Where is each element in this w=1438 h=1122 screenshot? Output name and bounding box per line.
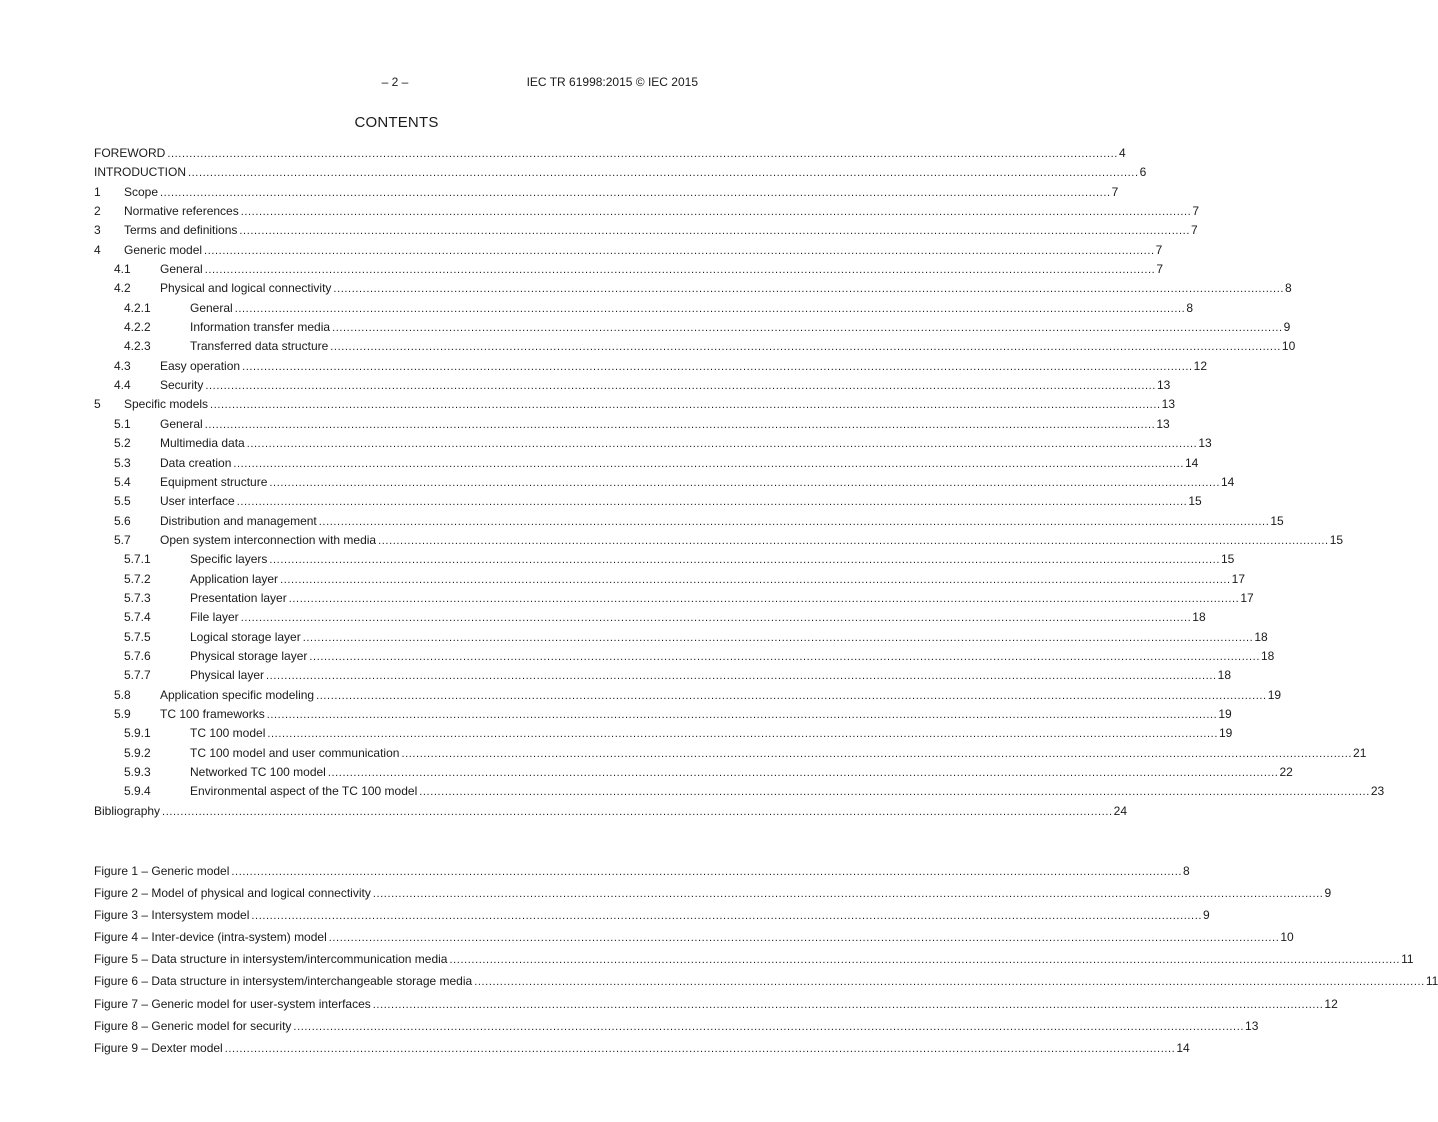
toc-entry[interactable] <box>94 318 1291 337</box>
toc-entry-title: Presentation layer <box>190 590 287 605</box>
toc-entry-line <box>190 745 1367 761</box>
page-ref: 7 <box>1192 204 1200 219</box>
toc-entry-number: 5.6 <box>114 513 131 528</box>
toc-entry-number: 5.5 <box>114 494 131 509</box>
page-ref: 19 <box>1218 706 1232 721</box>
figure-list-item[interactable] <box>94 884 1332 906</box>
toc-entry-line <box>160 262 1163 277</box>
page-ref: 7 <box>1191 223 1198 238</box>
figure-entry <box>94 1018 1259 1034</box>
toc-entry[interactable] <box>94 589 1254 608</box>
dot-leader: .................................................................................................................................................................................................................................................................... <box>327 767 1279 779</box>
dot-leader: .................................................................................................................................................................................................................................................................... <box>332 322 1283 335</box>
toc-entry-line <box>190 571 1246 587</box>
page-ref: 12 <box>1324 996 1338 1011</box>
toc-entry[interactable] <box>94 608 1206 627</box>
toc-entry-line <box>124 397 1176 412</box>
figure-title: Figure 9 – Dexter model <box>94 1040 223 1055</box>
dot-leader: .................................................................................................................................................................................................................................................................... <box>204 418 1156 431</box>
page-ref: 9 <box>1283 320 1291 335</box>
page-ref: 18 <box>1254 629 1268 644</box>
figure-list-item[interactable] <box>94 928 1294 950</box>
toc-entry-number: 1 <box>94 184 101 199</box>
dot-leader: .................................................................................................................................................................................................................................................................... <box>269 554 1220 567</box>
toc-entry[interactable] <box>94 512 1284 531</box>
toc-entry-title: Security <box>160 378 204 393</box>
dot-leader: .................................................................................................................................................................................................................................................................... <box>160 186 1111 199</box>
toc-entry[interactable] <box>94 628 1268 647</box>
toc-entry-title: Transferred data structure <box>190 339 329 354</box>
toc-entry-line <box>94 146 1126 161</box>
dot-leader: .................................................................................................................................................................................................................................................................... <box>267 728 1218 741</box>
page-ref: 18 <box>1192 610 1206 625</box>
figure-title: Figure 8 – Generic model for security <box>94 1018 292 1033</box>
toc-entry[interactable] <box>94 163 1147 182</box>
page-ref: 15 <box>1220 552 1235 567</box>
toc-entry-line <box>190 552 1235 567</box>
toc-entry-title: Application specific modeling <box>160 687 315 702</box>
toc-entry[interactable] <box>94 299 1193 318</box>
toc-entry[interactable] <box>94 763 1293 782</box>
toc-entry-number: 5.8 <box>114 687 131 702</box>
page-ref: 19 <box>1267 687 1282 702</box>
dot-leader: .................................................................................................................................................................................................................................................................... <box>266 670 1217 683</box>
toc-entry[interactable] <box>94 434 1212 453</box>
toc-entry-line <box>160 687 1282 703</box>
toc-entry[interactable] <box>94 531 1344 550</box>
toc-entry-number: 3 <box>94 223 101 238</box>
dot-leader: .................................................................................................................................................................................................................................................................... <box>240 206 1192 219</box>
dot-leader: .................................................................................................................................................................................................................................................................... <box>372 888 1324 901</box>
page-ref: 9 <box>1203 908 1210 923</box>
toc-entry-line <box>160 706 1232 722</box>
toc-entry[interactable] <box>94 279 1292 298</box>
toc-entry-line <box>190 648 1275 664</box>
page-ref: 11 <box>1425 974 1438 989</box>
toc-entry-title: Normative references <box>124 204 239 219</box>
toc-entry[interactable] <box>94 202 1200 221</box>
figure-entry <box>94 886 1332 901</box>
toc-entry[interactable] <box>94 376 1171 395</box>
toc-entry[interactable] <box>94 241 1163 260</box>
toc-entry-line <box>190 320 1291 335</box>
dot-leader: .................................................................................................................................................................................................................................................................... <box>236 496 1188 509</box>
figure-entry <box>94 908 1210 923</box>
dot-leader: .................................................................................................................................................................................................................................................................... <box>372 998 1324 1011</box>
toc-entry-title: Open system interconnection with media <box>160 532 377 547</box>
toc-entry[interactable] <box>94 473 1235 492</box>
toc-entry-title: File layer <box>190 610 239 625</box>
dot-leader: .................................................................................................................................................................................................................................................................... <box>309 650 1260 663</box>
figure-title: Figure 6 – Data structure in intersystem/interchangeable storage media <box>94 974 473 989</box>
dot-leader: .................................................................................................................................................................................................................................................................... <box>269 476 1220 489</box>
toc-entry-line <box>94 803 1128 819</box>
toc-entry[interactable] <box>94 454 1199 473</box>
toc-entry[interactable] <box>94 550 1235 569</box>
toc-entry-line <box>124 184 1119 200</box>
toc-entry-number: 4.4 <box>114 378 131 393</box>
toc-entry[interactable] <box>94 492 1202 511</box>
toc-entry-line <box>160 281 1292 296</box>
figure-entry <box>94 952 1414 967</box>
toc-entry-line <box>160 378 1171 393</box>
page-ref: 7 <box>1155 242 1163 257</box>
toc-entry-title: TC 100 model <box>190 726 266 741</box>
toc-entry-number: 5.9.1 <box>124 726 151 741</box>
toc-entry-line <box>124 204 1200 219</box>
figure-list-item[interactable] <box>94 1039 1190 1061</box>
page-ref: 24 <box>1113 803 1128 818</box>
toc-entry-line <box>190 784 1385 799</box>
figure-title: Figure 5 – Data structure in intersystem/intercommunication media <box>94 952 448 967</box>
figure-title: Figure 4 – Inter-device (intra-system) model <box>94 930 327 945</box>
page-ref: 17 <box>1231 571 1246 586</box>
toc-entry-number: 5.7.6 <box>124 648 151 663</box>
dot-leader: .................................................................................................................................................................................................................................................................... <box>251 910 1203 923</box>
toc-entry-line <box>160 513 1284 529</box>
page-header <box>0 75 793 93</box>
table-of-contents <box>94 144 1385 821</box>
page-ref: 14 <box>1221 474 1235 489</box>
dot-leader: .................................................................................................................................................................................................................................................................... <box>205 380 1156 393</box>
contents-title: CONTENTS <box>354 114 439 131</box>
dot-leader: .................................................................................................................................................................................................................................................................... <box>302 631 1254 644</box>
toc-entry-number: 4.2.3 <box>124 339 151 354</box>
toc-entry-title: Logical storage layer <box>190 629 301 644</box>
toc-entry-number: 5.7 <box>114 532 131 547</box>
toc-entry-title: Bibliography <box>94 803 161 818</box>
dot-leader: .................................................................................................................................................................................................................................................................... <box>318 515 1270 528</box>
page-ref: 8 <box>1186 300 1193 315</box>
toc-entry[interactable] <box>94 415 1170 434</box>
figure-entry <box>94 930 1294 945</box>
toc-entry-number: 4 <box>94 242 101 257</box>
toc-entry-number: 4.2.2 <box>124 320 151 335</box>
page-ref: 14 <box>1184 455 1199 470</box>
page-ref: 13 <box>1156 416 1170 431</box>
dot-leader: .................................................................................................................................................................................................................................................................... <box>242 360 1193 373</box>
toc-entry-title: Physical layer <box>190 668 265 683</box>
dot-leader: .................................................................................................................................................................................................................................................................... <box>210 399 1161 412</box>
page-ref: 21 <box>1353 745 1367 760</box>
toc-entry[interactable] <box>94 705 1232 724</box>
toc-entry-title: Distribution and management <box>160 513 317 528</box>
figure-title: Figure 2 – Model of physical and logical connectivity <box>94 886 371 901</box>
dot-leader: .................................................................................................................................................................................................................................................................... <box>231 866 1183 878</box>
toc-entry-number: 5.1 <box>114 416 131 431</box>
page-ref: 22 <box>1279 765 1293 779</box>
toc-entry-number: 5.2 <box>114 436 131 451</box>
figure-list-item[interactable] <box>94 1017 1259 1039</box>
dot-leader: .................................................................................................................................................................................................................................................................... <box>266 708 1218 721</box>
toc-entry-title: Scope <box>124 184 159 199</box>
toc-entry-title: Information transfer media <box>190 320 331 335</box>
toc-entry[interactable] <box>94 782 1385 801</box>
toc-entry-number: 5.7.2 <box>124 571 151 586</box>
figure-entry <box>94 996 1338 1012</box>
figure-list-item[interactable] <box>94 950 1414 972</box>
dot-leader: .................................................................................................................................................................................................................................................................... <box>224 1042 1176 1055</box>
page-ref: 23 <box>1370 784 1385 799</box>
toc-entry[interactable] <box>94 260 1163 279</box>
toc-entry-title: Environmental aspect of the TC 100 model <box>190 784 418 799</box>
dot-leader: .................................................................................................................................................................................................................................................................... <box>239 225 1190 238</box>
toc-entry-number: 4.2 <box>114 281 131 296</box>
document-reference: IEC TR 61998:2015 © IEC 2015 <box>526 75 698 89</box>
figure-list-item[interactable] <box>94 972 1438 994</box>
page-ref: 7 <box>1111 184 1119 199</box>
toc-entry-title: Terms and definitions <box>124 223 238 238</box>
page-ref: 13 <box>1198 436 1212 451</box>
figure-title: Figure 7 – Generic model for user-system interfaces <box>94 996 371 1011</box>
toc-entry-line <box>190 765 1293 780</box>
toc-entry[interactable] <box>94 357 1208 376</box>
toc-entry-number: 5.7.1 <box>124 552 151 567</box>
toc-entry-line <box>160 532 1344 548</box>
page-ref: 11 <box>1401 952 1414 967</box>
dot-leader: .................................................................................................................................................................................................................................................................... <box>328 932 1280 945</box>
page-ref: 17 <box>1240 590 1254 605</box>
toc-entry[interactable] <box>94 724 1233 743</box>
page-ref: 4 <box>1118 146 1126 160</box>
toc-entry-number: 4.3 <box>114 358 131 373</box>
dot-leader: .................................................................................................................................................................................................................................................................... <box>330 341 1281 354</box>
page-ref: 6 <box>1139 165 1147 180</box>
toc-entry-number: 5.7.7 <box>124 668 151 683</box>
toc-entry-title: TC 100 model and user communication <box>190 745 400 760</box>
dot-leader: .................................................................................................................................................................................................................................................................... <box>233 457 1184 470</box>
toc-entry-line <box>124 242 1163 258</box>
toc-entry-line <box>190 668 1231 683</box>
page-ref: 15 <box>1329 532 1344 547</box>
toc-entry[interactable] <box>94 570 1246 589</box>
page-ref: 8 <box>1183 864 1190 878</box>
figure-list-item[interactable] <box>94 995 1338 1017</box>
dot-leader: .................................................................................................................................................................................................................................................................... <box>204 244 1155 257</box>
toc-entry-title: INTRODUCTION <box>94 165 186 180</box>
toc-entry-line <box>160 416 1170 432</box>
page-number: – 2 – <box>381 75 409 89</box>
toc-entry-title: FOREWORD <box>94 146 166 160</box>
page-ref: 10 <box>1280 930 1294 945</box>
toc-entry-number: 5.9.2 <box>124 745 151 760</box>
page-ref: 10 <box>1281 339 1296 354</box>
toc-entry-title: Physical and logical connectivity <box>160 281 332 296</box>
page-ref: 14 <box>1176 1040 1190 1055</box>
toc-entry-title: Data creation <box>160 455 232 470</box>
figure-title: Figure 3 – Intersystem model <box>94 908 250 923</box>
toc-entry-line <box>190 726 1233 741</box>
toc-entry-line <box>190 629 1268 645</box>
toc-entry-title: Multimedia data <box>160 436 245 451</box>
figure-list-item[interactable] <box>94 906 1210 928</box>
toc-entry-number: 4.2.1 <box>124 300 151 315</box>
dot-leader: .................................................................................................................................................................................................................................................................... <box>167 148 1118 160</box>
toc-entry[interactable] <box>94 337 1296 356</box>
toc-entry[interactable] <box>94 744 1367 763</box>
page-ref: 15 <box>1188 494 1202 509</box>
toc-entry-title: General <box>160 262 203 277</box>
toc-entry-line <box>190 300 1193 316</box>
figure-entry <box>94 974 1438 989</box>
toc-entry-line <box>124 223 1198 238</box>
toc-entry-number: 5 <box>94 397 101 412</box>
dot-leader: .................................................................................................................................................................................................................................................................... <box>162 805 1113 818</box>
toc-entry-title: Networked TC 100 model <box>190 765 326 779</box>
page-ref: 9 <box>1324 886 1332 901</box>
toc-entry-number: 5.7.5 <box>124 629 151 644</box>
dot-leader: .................................................................................................................................................................................................................................................................... <box>246 438 1198 451</box>
page-ref: 13 <box>1245 1018 1259 1033</box>
toc-entry[interactable] <box>94 686 1282 705</box>
toc-entry-line <box>160 494 1202 509</box>
toc-entry-title: General <box>160 416 203 431</box>
toc-entry-title: Specific models <box>124 397 209 412</box>
toc-entry-line <box>94 165 1147 180</box>
toc-entry-line <box>160 358 1208 374</box>
dot-leader: .................................................................................................................................................................................................................................................................... <box>234 302 1186 315</box>
page-ref: 12 <box>1193 358 1208 373</box>
toc-entry-number: 5.3 <box>114 455 131 470</box>
dot-leader: .................................................................................................................................................................................................................................................................... <box>293 1020 1245 1033</box>
figure-list-item[interactable] <box>94 862 1190 884</box>
dot-leader: .................................................................................................................................................................................................................................................................... <box>288 592 1240 605</box>
page-ref: 7 <box>1156 262 1163 277</box>
dot-leader: .................................................................................................................................................................................................................................................................... <box>240 612 1192 625</box>
toc-entry-title: TC 100 frameworks <box>160 706 265 721</box>
figure-entry <box>94 864 1190 879</box>
toc-entry[interactable] <box>94 144 1126 163</box>
toc-entry[interactable] <box>94 221 1198 240</box>
dot-leader: .................................................................................................................................................................................................................................................................... <box>419 786 1370 799</box>
toc-entry-title: Application layer <box>190 571 279 586</box>
page-ref: 18 <box>1261 648 1275 663</box>
page-ref: 8 <box>1285 281 1292 296</box>
toc-entry[interactable] <box>94 395 1176 414</box>
toc-entry-line <box>190 590 1254 606</box>
page-ref: 18 <box>1217 668 1231 683</box>
dot-leader: .................................................................................................................................................................................................................................................................... <box>378 534 1329 547</box>
toc-entry[interactable] <box>94 647 1275 666</box>
toc-entry-number: 5.4 <box>114 474 131 489</box>
dot-leader: .................................................................................................................................................................................................................................................................... <box>280 573 1231 586</box>
toc-entry-title: Equipment structure <box>160 474 268 489</box>
toc-entry-title: General <box>190 300 233 315</box>
toc-entry-title: Easy operation <box>160 358 241 373</box>
dot-leader: .................................................................................................................................................................................................................................................................... <box>401 747 1353 760</box>
toc-entry-number: 2 <box>94 204 101 219</box>
toc-entry-number: 5.9.3 <box>124 765 151 779</box>
toc-entry-number: 4.1 <box>114 262 131 277</box>
toc-entry-number: 5.7.3 <box>124 590 151 605</box>
dot-leader: .................................................................................................................................................................................................................................................................... <box>474 976 1425 989</box>
dot-leader: .................................................................................................................................................................................................................................................................... <box>316 689 1267 702</box>
dot-leader: .................................................................................................................................................................................................................................................................... <box>188 167 1139 180</box>
toc-entry-line <box>160 436 1212 451</box>
figure-title: Figure 1 – Generic model <box>94 864 230 878</box>
toc-entry[interactable] <box>94 183 1119 202</box>
toc-entry[interactable] <box>94 666 1231 685</box>
figure-entry <box>94 1040 1190 1056</box>
toc-entry-line <box>160 474 1235 490</box>
toc-entry-number: 5.7.4 <box>124 610 151 625</box>
toc-entry-line <box>190 339 1296 354</box>
list-of-figures <box>94 862 1438 1061</box>
toc-entry-title: Physical storage layer <box>190 648 308 663</box>
toc-entry-title: Generic model <box>124 242 203 257</box>
toc-entry-number: 5.9.4 <box>124 784 151 799</box>
page-ref: 13 <box>1161 397 1176 412</box>
toc-entry-line <box>190 610 1206 625</box>
dot-leader: .................................................................................................................................................................................................................................................................... <box>204 264 1156 277</box>
page-ref: 19 <box>1218 726 1233 741</box>
page-ref: 15 <box>1270 513 1284 528</box>
toc-entry-number: 5.9 <box>114 706 131 721</box>
dot-leader: .................................................................................................................................................................................................................................................................... <box>449 954 1401 967</box>
dot-leader: .................................................................................................................................................................................................................................................................... <box>333 283 1285 296</box>
toc-entry-title: User interface <box>160 494 235 509</box>
toc-entry-title: Specific layers <box>190 552 268 567</box>
toc-entry[interactable] <box>94 802 1128 821</box>
toc-entry-line <box>160 455 1199 471</box>
page-ref: 13 <box>1156 378 1171 393</box>
